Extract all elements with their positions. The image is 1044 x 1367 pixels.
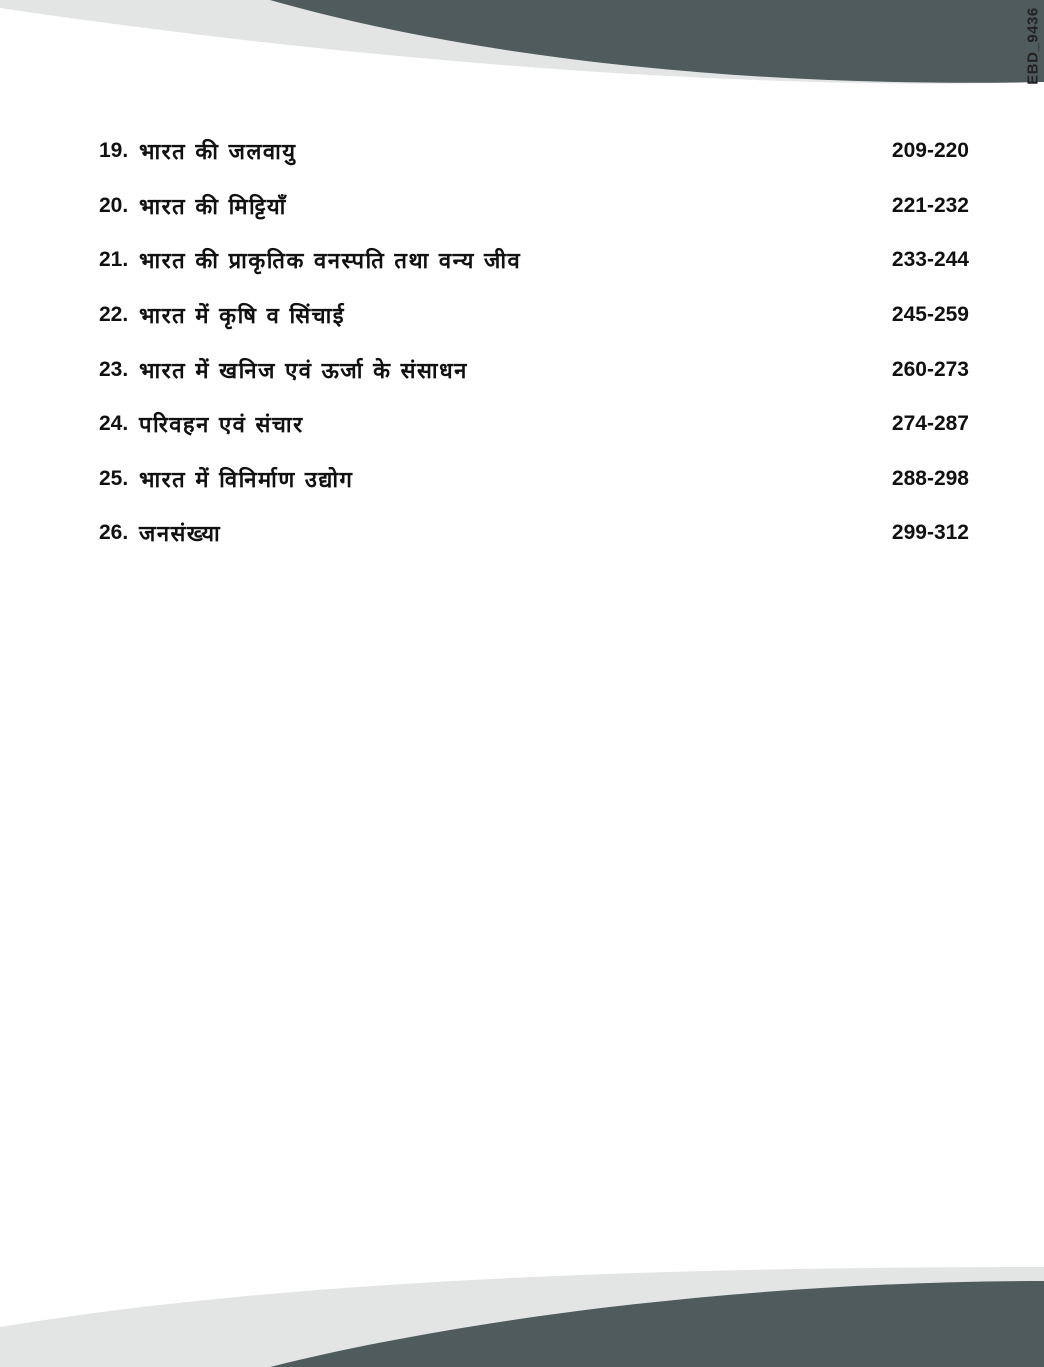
toc-entry-pages: 288-298 [891,466,969,490]
table-of-contents [99,124,969,561]
toc-row[interactable] [99,288,969,343]
toc-row[interactable] [99,233,969,288]
toc-entry-pages: 245-259 [891,303,969,327]
document-code: EBD_9436 [1024,7,1042,85]
toc-entry-number: 19. [99,139,129,163]
toc-entry-title: जनसंख्या [139,522,222,548]
toc-entry-title: भारत की मिट्टियाँ [139,194,287,220]
toc-row[interactable] [99,397,969,452]
footer-swoosh [0,1267,1044,1367]
toc-entry-pages: 209-220 [891,139,969,163]
toc-entry-number: 24. [99,412,129,436]
toc-entry-pages: 221-232 [891,193,969,217]
toc-row[interactable] [99,342,969,397]
toc-row[interactable] [99,452,969,507]
toc-entry-pages: 274-287 [891,412,969,436]
toc-entry-number: 21. [99,248,129,272]
toc-entry-title: भारत में खनिज एवं ऊर्जा के संसाधन [139,358,468,384]
toc-row[interactable] [99,179,969,234]
toc-entry-number: 25. [99,466,129,490]
toc-entry-number: 20. [99,193,129,217]
toc-entry-pages: 260-273 [891,357,969,381]
toc-entry-pages: 233-244 [891,248,969,272]
toc-entry-number: 23. [99,357,129,381]
toc-entry-title: परिवहन एवं संचार [139,413,304,439]
toc-entry-pages: 299-312 [891,521,969,545]
toc-entry-title: भारत की प्राकृतिक वनस्पति तथा वन्य जीव [139,249,522,275]
toc-entry-number: 26. [99,521,129,545]
toc-entry-title: भारत में विनिर्माण उद्योग [139,467,354,493]
toc-entry-number: 22. [99,303,129,327]
header-swoosh [0,0,1044,100]
toc-entry-title: भारत की जलवायु [139,140,297,166]
toc-entry-title: भारत में कृषि व सिंचाई [139,304,346,330]
toc-row[interactable] [99,124,969,179]
toc-row[interactable] [99,506,969,561]
